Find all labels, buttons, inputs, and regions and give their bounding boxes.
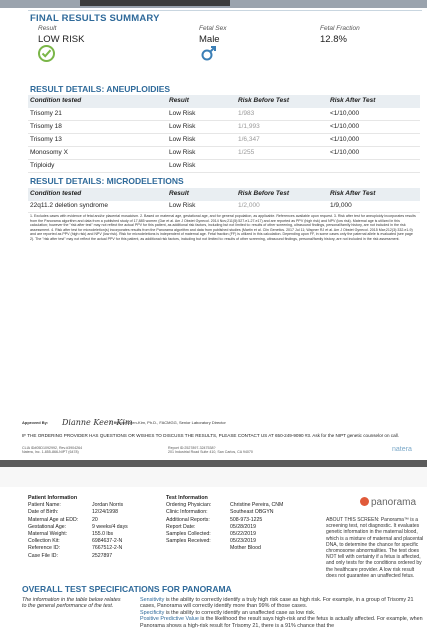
col-risk-after: Risk After Test — [330, 97, 376, 104]
result-cell: Low Risk — [169, 123, 196, 130]
header-band-dark — [80, 0, 230, 6]
sensitivity-definition: Sensitivity is the ability to correctly identify a truly high risk case as high risk. For example, in a group of Trisomy 21 cases, Panorama will correctly identify more than 99% of those cases. — [140, 597, 414, 610]
table-row — [28, 121, 420, 134]
col-condition: Condition tested — [30, 97, 82, 104]
approver-name: J. Dianne Keen-Kim, Ph.D., FACMGG, Senior Laboratory Director — [109, 420, 226, 425]
page-2-top-band — [0, 467, 427, 487]
final-results-box — [28, 10, 422, 70]
meta-phone: Natera, Inc. 1-855-866-NIPT (6478) — [22, 450, 79, 454]
meta-lab-info — [22, 446, 82, 454]
col-condition: Condition tested — [30, 190, 82, 197]
condition-cell: Triploidy — [30, 162, 55, 169]
about-this-screen: ABOUT THIS SCREEN: Panorama™ is a screening test, not diagnostic. It evaluates genetic information in the maternal blood, which is a mixture of maternal and placental DNA, to determine the chance for specific chromosome abnormalities. The test does NOT tell with certainty if a fetus is affected, and only tests for the conditions ordered by the healthcare provider. A low risk result does not guarantee an unaffected fetus. — [326, 517, 424, 579]
footnotes: 1. Excludes cases with evidence of fetal and/or placental mosaicism. 2. Based on maternal age, gestational age, and for general population, as applicable. References available upon request. 3. Risk after test for aneuploidy incorporates results from the Panorama algorithm and data from a published study of 17,885 women (Dar et al. Am J Obstet Gynecol. 2014 Nov;211(5):527.e1-27.e17) and are reported as PPV (high risk) and NPV (low risk). Maternal age is utilized in this calculation; however the "risk after test" may not reflect the actual PPV for this patient, as additional risk factors, including but not limited to: results of other screening, ultrasound findings, personal/family history, are not included in the risk assessment. 4. Risk after test for microdeletion(s) incorporates results from the Panorama algorithm and data from published studies (Martin et al. Clin Genetics. 2017 Jul 11; Wapner RJ et al. Am J Obstet Gynecol. 2015 Mar;212(3):332.e1-9) and are reported as PPV (high risk) and NPV (low risk). Risk for microdeletions is independent of maternal age. Fetal fraction (FF) is utilized in this calculation. Depending upon FF, in some cases only the paternal allele is evaluated (see page 2). The "risk after test" may not reflect the actual PPV for this patient, as additional risk factors, including but not limited to: results of other screening, ultrasound findings, personal/family history, are not included in the risk assessment. — [30, 214, 416, 241]
patient-information — [28, 495, 128, 560]
col-result: Result — [169, 97, 189, 104]
fetal-fraction-label: Fetal Fraction — [320, 25, 360, 32]
test-field: Mother Blood — [230, 545, 261, 552]
ppv-definition: Positive Predictive Value is the likelihood the result says high-risk and the fetus is actually affected. For example, when Panorama shows a high-risk result for Trisomy 21, there is a 91% chance that the — [140, 616, 423, 629]
overall-specs-intro: The information in the table below relates to the general performance of the test. — [22, 597, 121, 610]
aneuploidies-title: RESULT DETAILS: ANEUPLOIDIES — [30, 84, 171, 94]
patient-field: Maternal Weight: 155.0 lbs — [28, 531, 114, 538]
risk-before-cell: 1/983 — [238, 110, 255, 117]
patient-field: Gestational Age: 9 weeks/4 days — [28, 523, 128, 530]
table-row — [28, 200, 420, 213]
test-field: Samples Received: 05/23/2019 — [166, 538, 256, 545]
result-cell: Low Risk — [169, 149, 196, 156]
risk-after-cell: <1/10,000 — [330, 123, 360, 130]
risk-before-cell: 1/2,000 — [238, 202, 260, 209]
panorama-logo: panorama — [360, 497, 416, 508]
risk-after-cell: <1/10,000 — [330, 110, 360, 117]
col-risk-after: Risk After Test — [330, 190, 376, 197]
aneuploidies-header — [28, 95, 420, 108]
meta-clia: CLIA ID#05D1092992, Rev.#3904264 — [22, 446, 83, 450]
result-label: Result — [38, 25, 57, 32]
test-information — [166, 495, 283, 553]
patient-field: Maternal Age at EDD: 20 — [28, 516, 98, 523]
result-cell: Low Risk — [169, 162, 196, 169]
result-cell: Low Risk — [169, 110, 196, 117]
final-results-title: FINAL RESULTS SUMMARY — [30, 13, 160, 24]
col-risk-before: Risk Before Test — [238, 190, 290, 197]
condition-cell: Trisomy 21 — [30, 110, 62, 117]
patient-info-title: Patient Information — [28, 495, 78, 501]
table-row — [28, 108, 420, 121]
table-row — [28, 134, 420, 147]
col-result: Result — [169, 190, 189, 197]
risk-after-cell: 1/9,000 — [330, 202, 352, 209]
condition-cell: 22q11.2 deletion syndrome — [30, 202, 108, 209]
test-field: Ordering Physician: Christine Pereira, CNM — [166, 502, 284, 509]
result-cell: Low Risk — [169, 202, 196, 209]
test-info-title: Test Information — [166, 495, 208, 501]
meta-report-id: Report ID:2527897-3247538? — [168, 446, 216, 450]
condition-cell: Trisomy 13 — [30, 136, 62, 143]
signature: Dianne Keen-Kim — [62, 418, 133, 427]
overall-specs-definitions — [140, 597, 427, 629]
male-icon — [201, 45, 217, 61]
panorama-logo-mark — [360, 497, 369, 506]
patient-field: Case File ID: 2527897 — [28, 552, 113, 559]
table-row — [28, 147, 420, 160]
overall-specs-title: OVERALL TEST SPECIFICATIONS FOR PANORAMA — [22, 584, 232, 594]
patient-field: Collection Kit: 6984637-2-N — [28, 538, 123, 545]
report-page-2 — [0, 467, 427, 640]
risk-after-cell: <1/10,000 — [330, 149, 360, 156]
condition-cell: Monosomy X — [30, 149, 68, 156]
meta-address: 201 Industrial Road Suite 410, San Carlos, CA 94070 — [168, 450, 253, 454]
natera-logo: natera — [392, 446, 412, 453]
test-field: Additional Reports: 508-973-1225 — [166, 516, 263, 523]
col-risk-before: Risk Before Test — [238, 97, 290, 104]
specificity-definition: Specificity is the ability to correctly identify an unaffected case as low risk. — [140, 609, 316, 616]
result-column — [38, 25, 84, 45]
table-row — [28, 160, 420, 173]
fetal-sex-column — [199, 25, 226, 45]
fetal-fraction-column — [320, 25, 360, 45]
risk-before-cell: 1/255 — [238, 149, 255, 156]
patient-field: Reference ID: 7667512-2-N — [28, 545, 123, 552]
fetal-sex-label: Fetal Sex — [199, 25, 227, 32]
patient-field: Date of Birth: 12/24/1998 — [28, 509, 118, 516]
risk-before-cell: 1/1,993 — [238, 123, 260, 130]
patient-field: Patient Name: Jordan Norris — [28, 502, 124, 509]
fetal-sex-value: Male — [199, 34, 220, 45]
fetal-fraction-value: 12.8% — [320, 34, 347, 45]
test-field: Report Date: 05/28/2019 — [166, 523, 256, 530]
approved-label: Approved By: — [22, 420, 49, 425]
test-field: Samples Collected: 05/22/2019 — [166, 531, 256, 538]
header-band — [0, 0, 427, 8]
risk-before-cell: 1/6,347 — [238, 136, 260, 143]
microdeletions-title: RESULT DETAILS: MICRODELETIONS — [30, 176, 184, 186]
condition-cell: Trisomy 18 — [30, 123, 62, 130]
risk-after-cell: <1/10,000 — [330, 136, 360, 143]
meta-report-info — [168, 446, 253, 454]
check-circle-icon — [38, 45, 55, 62]
result-value: LOW RISK — [38, 34, 85, 45]
result-cell: Low Risk — [169, 136, 196, 143]
contact-line: IF THE ORDERING PROVIDER HAS QUESTIONS OR WISHES TO DISCUSS THE RESULTS, PLEASE CONTACT US AT 650-249-9090 #3. Ask for the NIPT genetic counselor on call. — [22, 433, 399, 438]
test-field: Clinic Information: Southeast OBGYN — [166, 509, 274, 516]
